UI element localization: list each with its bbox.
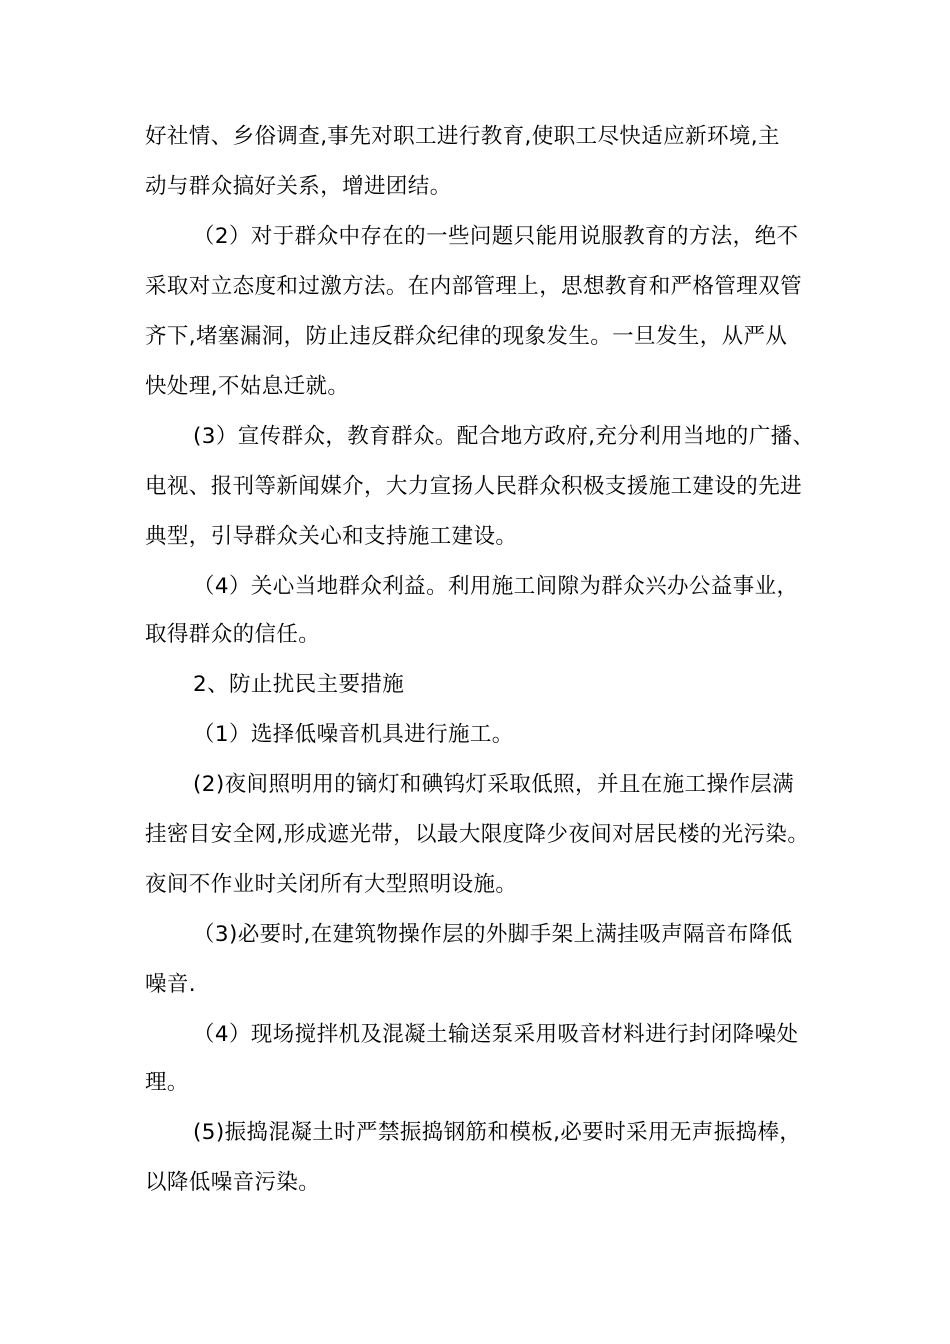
paragraph-8-line-1: （3)必要时,在建筑物操作层的外脚手架上满挂吸声隔音布降低	[193, 922, 793, 947]
paragraph-2-line-3: 齐下,堵塞漏洞，防止违反群众纪律的现象发生。一旦发生，从严从	[145, 324, 788, 349]
paragraph-9-line-1: （4）现场搅拌机及混凝土输送泵采用吸音材料进行封闭降噪处	[193, 1022, 799, 1047]
paragraph-2-line-1: （2）对于群众中存在的一些问题只能用说服教育的方法，绝不	[193, 224, 799, 249]
paragraph-3-line-3: 典型，引导群众关心和支持施工建设。	[145, 524, 518, 549]
section-heading: 2、防止扰民主要措施	[193, 672, 405, 697]
paragraph-2-line-2: 采取对立态度和过激方法。在内部管理上，思想教育和严格管理双管	[145, 274, 803, 299]
paragraph-9-line-2: 理。	[145, 1070, 189, 1095]
paragraph-6-line-1: （1）选择低噪音机具进行施工。	[193, 722, 514, 747]
paragraph-7-line-2: 挂密目安全网,形成遮光带，以最大限度降少夜间对居民楼的光污染。	[145, 822, 810, 847]
paragraph-4-line-2: 取得群众的信任。	[145, 622, 321, 647]
paragraph-3-line-1: (3）宣传群众，教育群众。配合地方政府,充分利用当地的广播、	[193, 424, 815, 449]
paragraph-1-line-1: 好社情、乡俗调查,事先对职工进行教育,使职工尽快适应新环境,主	[145, 124, 780, 149]
paragraph-3-line-2: 电视、报刊等新闻媒介，大力宣扬人民群众积极支援施工建设的先进	[145, 474, 803, 499]
paragraph-2-line-4: 快处理,不姑息迁就。	[145, 374, 350, 399]
paragraph-8-line-2: 噪音.	[145, 972, 197, 997]
paragraph-1-line-2: 动与群众搞好关系，增进团结。	[145, 174, 452, 199]
paragraph-10-line-2: 以降低噪音污染。	[145, 1170, 321, 1195]
paragraph-4-line-1: （4）关心当地群众利益。利用施工间隙为群众兴办公益事业，	[193, 574, 799, 599]
paragraph-10-line-1: (5)振捣混凝土时严禁振捣钢筋和模板,必要时采用无声振捣棒，	[193, 1120, 802, 1145]
paragraph-7-line-1: (2)夜间照明用的镝灯和碘钨灯采取低照，并且在施工操作层满	[193, 772, 795, 797]
paragraph-7-line-3: 夜间不作业时关闭所有大型照明设施。	[145, 872, 518, 897]
